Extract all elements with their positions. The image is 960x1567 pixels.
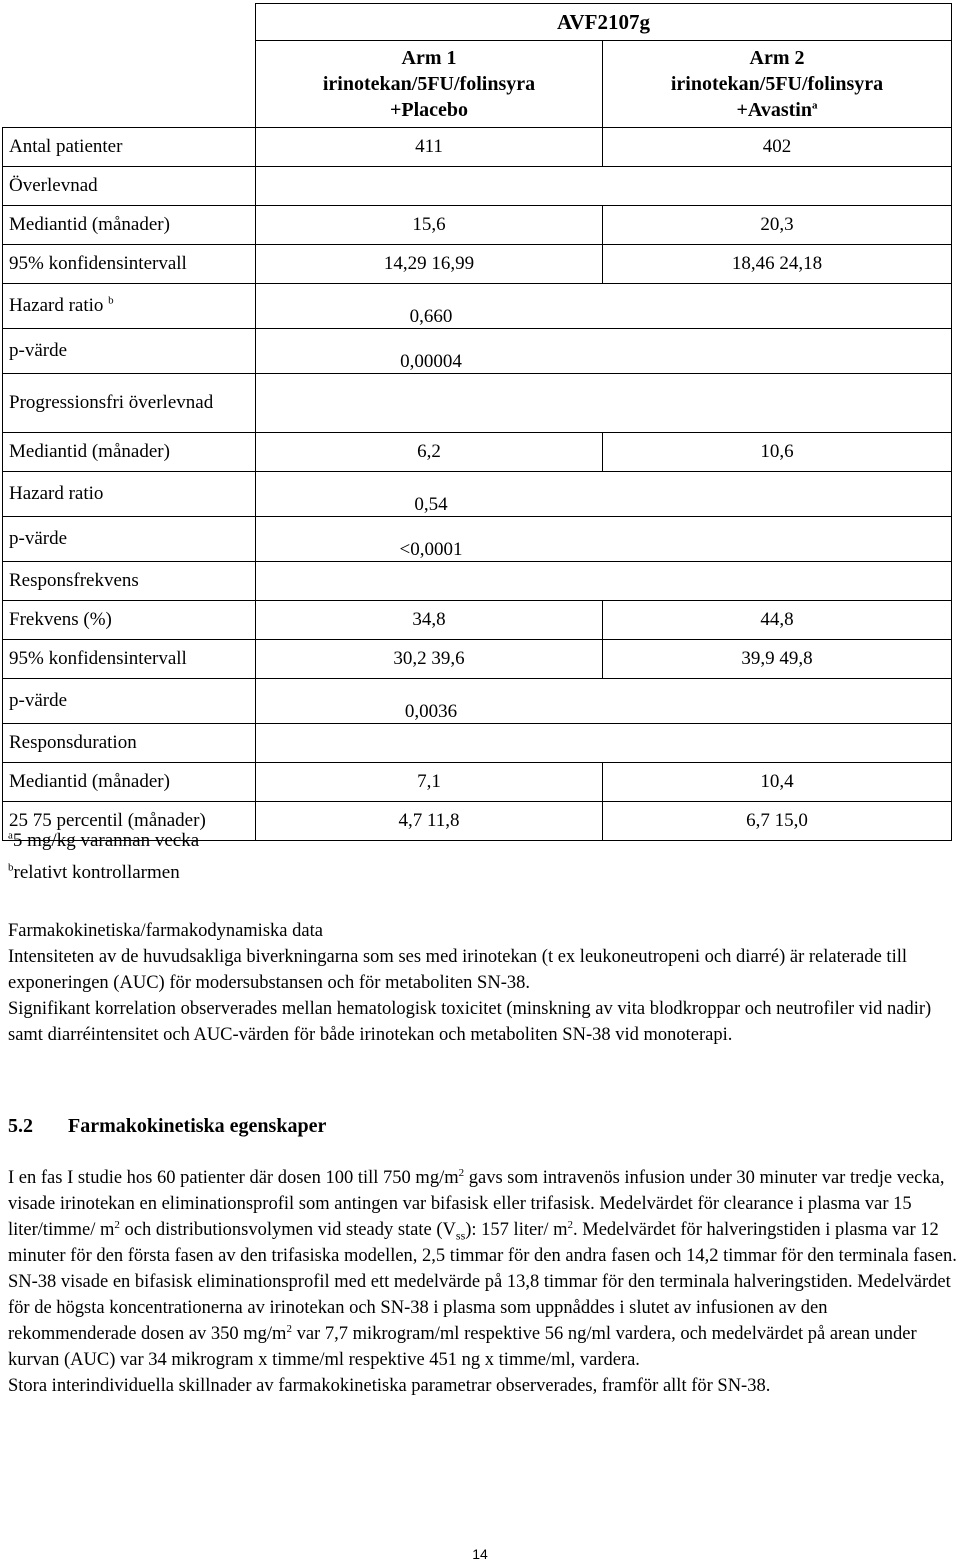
pkpd-paragraph-1: Intensiteten av de huvudsakliga biverkningarna som ses med irinotekan (t ex leukoneutropeni och diarré) är relaterade till exponeringen (AUC) för modersubstansen och för metaboliten SN-38. (8, 947, 907, 993)
table-row (3, 128, 952, 167)
merged-value-cell: 0,0036 (256, 679, 952, 724)
row-label: Responsfrekvens (3, 562, 256, 601)
pkpd-paragraph-2: Signifikant korrelation observerades mellan hematologisk toxicitet (minskning av vita blodkroppar och neutrofiler vid nadir) samt diarréintensitet och AUC-värden för både irinotekan och metaboliten SN-38 vid monoterapi. (8, 999, 932, 1045)
pk-paragraph-1: I en fas I studie hos 60 patienter där dosen 100 till 750 $mg/m^2$ gavs som intravenös infusion under 30 minuter var tredje vecka, visade irinotekan en eliminationsprofil som antingen var bifasisk eller trifasisk. Medelvärdet för clearance i plasma var 15 liter/timme/ $m^2$ och distributionsvolymen vid steady state $(V_{ss})$: 157 liter/ $m^2$. Medelvärdet för halveringstiden i plasma var 12 minuter för den första fasen av den trifasiska modellen, 2,5 timmar för den andra fasen och 14,2 timmar för den terminala fasen. SN-38 visade en bifasisk eliminationsprofil med ett medelvärde på 13,8 timmar för den terminala halveringstiden. Medelvärdet för de högsta koncentrationerna av irinotekan och SN-38 i plasma som uppnåddes i slutet av infusionen av den rekommenderade dosen av 350 $mg/m^2$ var 7,7 mikrogram/ml respektive 56 ng/ml vardera, och medelvärdet på arean under kurvan (AUC) var 34 mikrogram x timme/ml respektive 451 ng x timme/ml, vardera. (8, 1166, 957, 1370)
arm1-value: 7,1 (256, 763, 603, 802)
footnote-a: $^a$5 mg/kg varannan vecka (8, 829, 200, 851)
arm2-value: 20,3 (603, 206, 952, 245)
arm1-value: 14,29 16,99 (256, 245, 603, 284)
row-label: p-värde (3, 517, 256, 562)
section-5-2-body (8, 1165, 958, 1399)
page-number: 14 (472, 1546, 488, 1562)
row-label: Responsduration (3, 724, 256, 763)
footnote-b: $^b$relativt kontrollarmen (8, 861, 180, 883)
table-row (3, 284, 952, 329)
table-row (3, 472, 952, 517)
table-row (3, 517, 952, 562)
arm1-value: 411 (256, 128, 603, 167)
pk-paragraph-2: Stora interindividuella skillnader av farmakokinetiska parametrar observerades, framför allt för SN-38. (8, 1376, 771, 1396)
table-row (3, 679, 952, 724)
study-header: AVF2107g (256, 4, 952, 41)
table-row (3, 601, 952, 640)
row-label: Mediantid (månader) (3, 763, 256, 802)
arm1-value: 34,8 (256, 601, 603, 640)
table-row (3, 206, 952, 245)
results-table (2, 3, 952, 841)
arm1-header: Arm 1 irinotekan/5FU/folinsyra +Placebo (256, 41, 603, 128)
arm2-value: 18,46 24,18 (603, 245, 952, 284)
merged-value-cell: 0,660 (256, 284, 952, 329)
pkpd-title: Farmakokinetiska/farmakodynamiska data (8, 921, 323, 941)
table-row (3, 640, 952, 679)
table-row (3, 724, 952, 763)
row-label: p-värde (3, 329, 256, 374)
table-row (3, 374, 952, 433)
arm2-value: 6,7 15,0 (603, 802, 952, 841)
row-label: Överlevnad (3, 167, 256, 206)
row-label: Mediantid (månader) (3, 433, 256, 472)
row-label: 25 75 percentil (månader) (3, 802, 256, 841)
row-label: p-värde (3, 679, 256, 724)
arm1-value: 15,6 (256, 206, 603, 245)
row-label: 95% konfidensintervall (3, 640, 256, 679)
merged-value-cell: <0,0001 (256, 517, 952, 562)
arm2-value: 402 (603, 128, 952, 167)
table-row (3, 329, 952, 374)
merged-value-cell: 0,54 (256, 472, 952, 517)
pkpd-section (8, 918, 958, 1048)
arm1-value: 4,7 11,8 (256, 802, 603, 841)
arm1-value: 6,2 (256, 433, 603, 472)
row-label: 95% konfidensintervall (3, 245, 256, 284)
section-5-2-heading: 5.2 Farmakokinetiska egenskaper (8, 1115, 327, 1137)
row-label: Antal patienter (3, 128, 256, 167)
table-row (3, 167, 952, 206)
row-label: Frekvens (%) (3, 601, 256, 640)
row-label: Progressionsfri överlevnad (3, 374, 256, 433)
row-label: Mediantid (månader) (3, 206, 256, 245)
row-label: Hazard ratio $^b$ (3, 284, 256, 329)
arm2-value: 44,8 (603, 601, 952, 640)
arm2-value: 10,4 (603, 763, 952, 802)
arm1-value: 30,2 39,6 (256, 640, 603, 679)
table-row (3, 562, 952, 601)
table-row (3, 763, 952, 802)
arm2-value: 10,6 (603, 433, 952, 472)
arm2-value: 39,9 49,8 (603, 640, 952, 679)
arm2-header: Arm 2 irinotekan/5FU/folinsyra +Avastin$^a$ (603, 41, 952, 128)
merged-value-cell: 0,00004 (256, 329, 952, 374)
row-label: Hazard ratio (3, 472, 256, 517)
table-row (3, 245, 952, 284)
table-row (3, 433, 952, 472)
